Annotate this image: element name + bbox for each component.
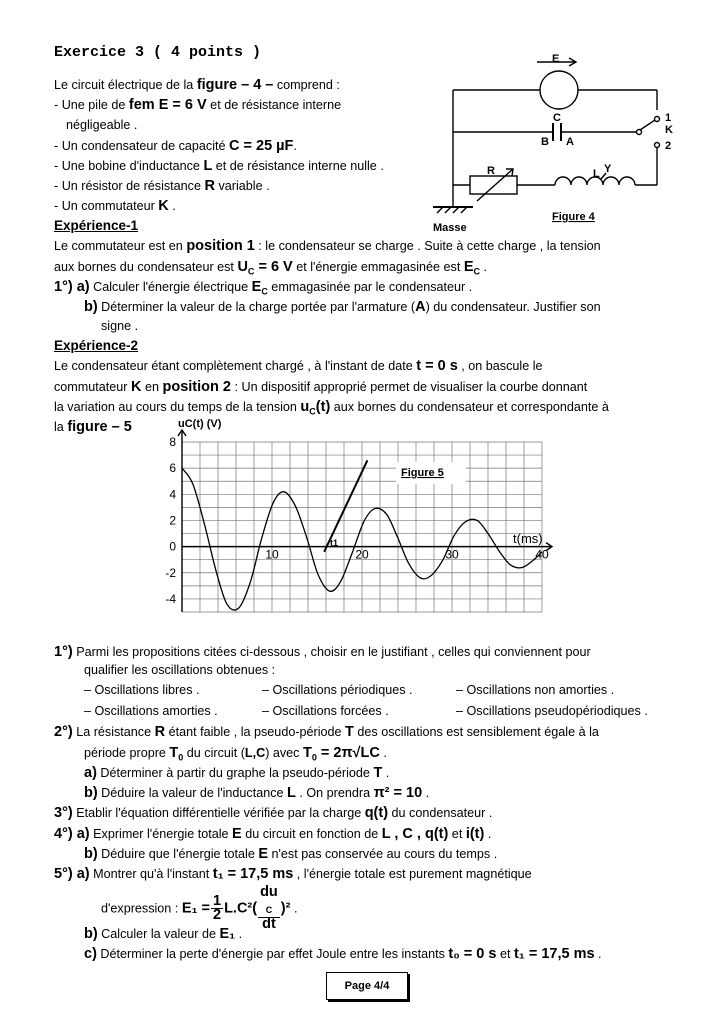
exp2-line-3: la variation au cours du temps de la tension $u_C(t)$ aux bornes du condensateur et correspondante à <box>54 399 609 417</box>
question-2b: b) Déduire la valeur de l'inductance L . On prendra π² = 10 . <box>84 785 430 801</box>
question-3: 3°) Etablir l'équation différentielle vérifiée par la charge q(t) du condensateur . <box>54 805 493 821</box>
label-L: L <box>593 168 600 180</box>
exp1-question-1b-cont: signe . <box>101 319 139 333</box>
x-tick-label: 10 <box>265 547 279 562</box>
question-5a: 5°) a) Montrer qu'à l'instant t₁ = 17,5 ms , l'énergie totale est purement magnétique <box>54 866 532 882</box>
exp2-line-2: commutateur K en position 2 : Un dispositif approprié permet de visualiser la courbe donnant <box>54 379 588 395</box>
exp1-line-2: aux bornes du condensateur est $U_C = 6$ V et l'énergie emmagasinée est $E_C$ . <box>54 259 488 277</box>
question-1-line-2: qualifier les oscillations obtenues : <box>84 663 276 677</box>
y-tick-label: 6 <box>169 461 176 476</box>
figure-4-caption: Figure 4 <box>552 211 595 223</box>
question-2a: a) Déterminer à partir du graphe la pseudo-période T . <box>84 765 390 781</box>
option-5: – Oscillations forcées . <box>262 704 389 718</box>
x-tick-label: 30 <box>445 547 459 562</box>
exp1-question-1b: b) Déterminer la valeur de la charge portée par l'armature (A) du condensateur. Justifier son <box>84 299 601 315</box>
option-3: – Oscillations non amorties . <box>456 683 615 697</box>
option-6: – Oscillations pseudopériodiques . <box>456 704 648 718</box>
experience-1-title: Expérience-1 <box>54 218 139 233</box>
intro-line-7: - Un commutateur K . <box>54 198 176 214</box>
intro-line-2: - Une pile de fem E = 6 V et de résistance interne <box>54 97 342 113</box>
experience-2-title: Expérience-2 <box>54 338 139 353</box>
label-k1: 1 <box>665 112 672 124</box>
question-2-line-2: période propre $T_0$ du circuit (L,C) avec $T_0 = 2\pi√LC$ . <box>84 745 387 763</box>
y-tick-label: 8 <box>169 435 176 449</box>
figure-5-caption: Figure 5 <box>401 467 444 479</box>
question-4b: b) Déduire que l'énergie totale E n'est pas conservée au cours du temps . <box>84 846 498 862</box>
circuit-figure-4 <box>425 48 690 238</box>
exp1-line-1: Le commutateur est en position 1 : le condensateur se charge . Suite à cette charge , la tension <box>54 238 601 254</box>
question-2-line-1: 2°) La résistance R étant faible , la pseudo-période T des oscillations est sensiblement égale à la <box>54 724 599 740</box>
label-B: B <box>541 136 549 148</box>
option-2: – Oscillations périodiques . <box>262 683 413 697</box>
y-tick-label: -2 <box>165 565 176 580</box>
question-1-line-1: 1°) Parmi les propositions citées ci-dessous , choisir en le justifiant , celles qui conviennent pour <box>54 644 591 660</box>
y-axis-label: uC(t) (V) <box>178 418 222 430</box>
option-1: – Oscillations libres . <box>84 683 200 697</box>
label-K: K <box>665 124 673 136</box>
y-tick-label: -4 <box>165 591 176 606</box>
x-tick-label: 20 <box>355 547 369 562</box>
question-5b: b) Calculer la valeur de E₁ . <box>84 926 243 942</box>
label-R: R <box>487 165 495 177</box>
exp2-line-4: la figure – 5 <box>54 419 132 435</box>
label-E: E <box>552 53 560 65</box>
x-axis-label: t(ms) <box>513 531 543 546</box>
chart-axes <box>178 430 552 612</box>
intro-line-1: Le circuit électrique de la figure – 4 – comprend : <box>54 77 340 93</box>
fraction-half: $\frac{1}{2}$ <box>212 892 222 923</box>
intro-line-3: négligeable . <box>66 118 138 132</box>
question-4a: 4°) a) Exprimer l'énergie totale E du circuit en fonction de L , C , q(t) et i(t) . <box>54 826 492 842</box>
figure-5-chart <box>160 412 560 627</box>
label-Y: Y <box>604 163 612 175</box>
intro-line-6: - Un résistor de résistance R variable . <box>54 178 270 194</box>
t1-annotation: t1 <box>330 538 339 548</box>
exp2-line-1: Le condensateur étant complètement chargé , à l'instant de date t = 0 s , on bascule le <box>54 358 543 374</box>
exercise-title: Exercice 3 ( 4 points ) <box>54 44 262 61</box>
label-C: C <box>553 112 561 124</box>
page-number: Page 4/4 <box>326 972 408 1000</box>
y-tick-label: 0 <box>169 539 176 554</box>
intro-line-5: - Une bobine d'inductance L et de résistance interne nulle . <box>54 158 384 174</box>
y-tick-label: 4 <box>169 487 176 502</box>
y-tick-label: 2 <box>169 513 176 528</box>
generator-symbol <box>540 71 578 109</box>
fraction-duc-dt: du $_C$ dt <box>260 884 278 932</box>
label-A: A <box>566 136 574 148</box>
question-5c: c) Déterminer la perte d'énergie par effet Joule entre les instants t₀ = 0 s et t₁ = 17,5 ms . <box>84 946 602 962</box>
label-masse: Masse <box>433 222 467 234</box>
label-k2: 2 <box>665 140 672 152</box>
question-5a-formula: d'expression : E₁ = $\frac{1}{2}$ L.C²( du $_C$ dt )² . <box>101 884 298 932</box>
intro-line-4: - Un condensateur de capacité C = 25 µF. <box>54 138 297 154</box>
exp1-question-1a: 1°) a) Calculer l'énergie électrique $E_C$ emmagasinée par le condensateur . <box>54 279 473 297</box>
option-4: – Oscillations amorties . <box>84 704 218 718</box>
x-tick-label: 40 <box>535 547 549 562</box>
